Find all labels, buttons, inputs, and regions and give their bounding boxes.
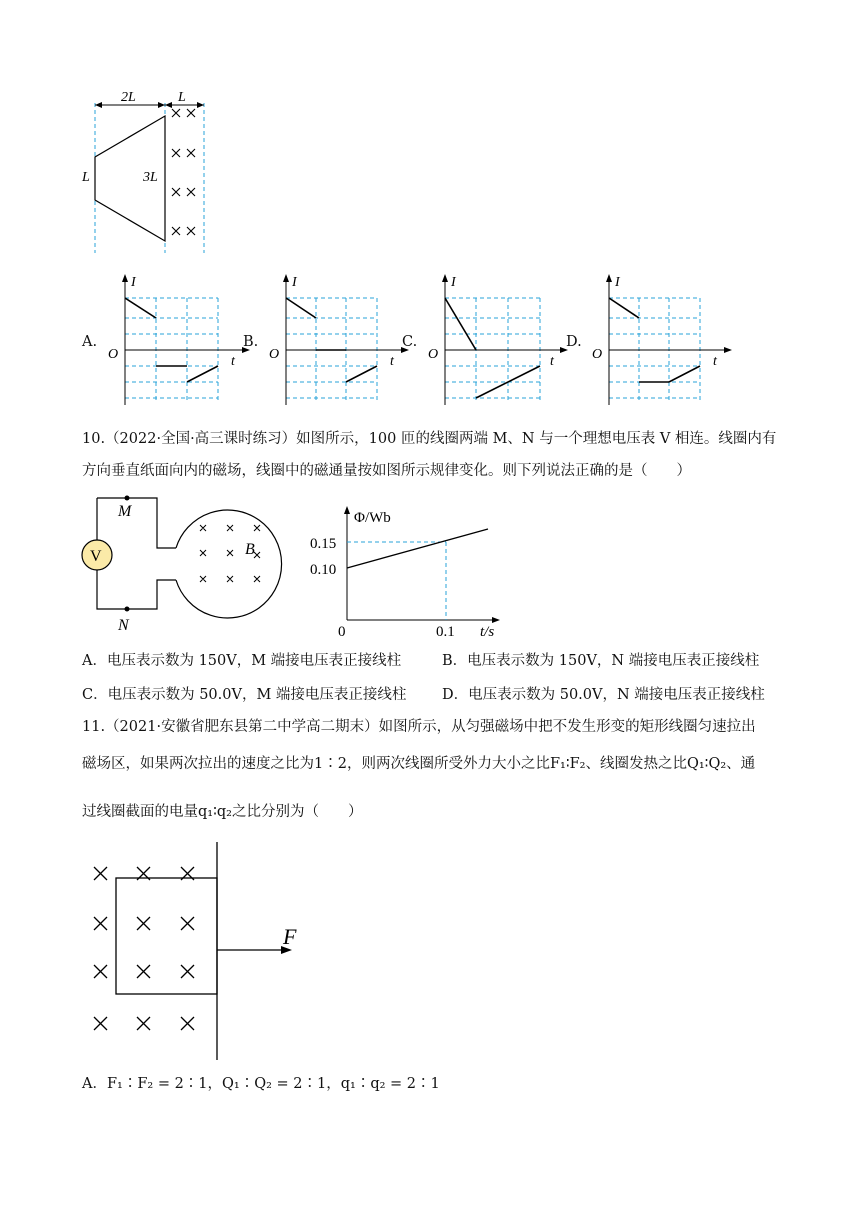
tick-010: 0.10 <box>310 562 337 578</box>
q11-stem-line3: 过线圈截面的电量q₁∶q₂之比分别为（ ） <box>82 804 363 820</box>
option-c-graph <box>425 268 575 408</box>
field-b-label: B <box>245 541 255 558</box>
option-a-letter: A. <box>82 334 98 350</box>
option-c-letter: C. <box>402 334 418 350</box>
coil-voltmeter-circuit <box>80 492 300 640</box>
option-d-letter: D. <box>566 334 582 350</box>
voltmeter-label: V <box>90 548 102 565</box>
svg-text:t: t <box>231 354 235 369</box>
q11-stem-line1: 11.（2021·安徽省肥东县第二中学高二期末）如图所示，从匀强磁场中把不发生形变的矩形线圈匀速拉出 <box>82 719 756 735</box>
q10-stem-line1: 10.（2022·全国·高三课时练习）如图所示，100 匝的线圈两端 M、N 与一个理想电压表 V 相连。线圈内有 <box>82 431 777 447</box>
trapezoid-field-figure <box>75 85 215 257</box>
origin-0: 0 <box>338 624 346 640</box>
terminal-n: N <box>118 617 129 634</box>
svg-text:t: t <box>550 354 554 369</box>
svg-text:O: O <box>428 347 439 362</box>
flux-time-graph <box>310 500 510 640</box>
option-b-letter: B. <box>243 334 259 350</box>
svg-text:I: I <box>292 275 297 290</box>
q10-stem-line2: 方向垂直纸面向内的磁场，线圈中的磁通量按如图所示规律变化。则下列说法正确的是（ ） <box>82 463 691 479</box>
rectangular-coil-figure <box>85 840 325 1065</box>
q11-stem-line2: 磁场区，如果两次拉出的速度之比为1∶2，则两次线圈所受外力大小之比F₁∶F₂、线圈发热之比Q₁∶Q₂、通 <box>82 756 756 772</box>
svg-text:O: O <box>108 347 119 362</box>
svg-text:O: O <box>592 347 603 362</box>
q10-option-b[interactable]: B．电压表示数为 150V，N 端接电压表正接线柱 <box>442 653 760 669</box>
svg-text:O: O <box>269 347 280 362</box>
dim-l: L <box>178 90 186 105</box>
force-label: F <box>283 924 297 949</box>
option-d-graph <box>589 268 739 408</box>
flux-axis-label: Φ/Wb <box>354 510 391 526</box>
svg-text:t: t <box>390 354 394 369</box>
option-b-graph <box>266 268 416 408</box>
tick-015: 0.15 <box>310 536 337 552</box>
svg-text:t: t <box>713 354 717 369</box>
svg-text:I: I <box>451 275 456 290</box>
label-l: L <box>82 170 90 185</box>
q11-option-a[interactable]: A．F₁∶F₂ = 2∶1，Q₁∶Q₂ = 2∶1，q₁∶q₂ = 2∶1 <box>82 1076 440 1092</box>
svg-text:I: I <box>131 275 136 290</box>
svg-text:I: I <box>615 275 620 290</box>
q10-option-d[interactable]: D．电压表示数为 50.0V，N 端接电压表正接线柱 <box>442 687 765 703</box>
label-3l: 3L <box>143 170 158 185</box>
q10-option-a[interactable]: A．电压表示数为 150V，M 端接电压表正接线柱 <box>82 653 402 669</box>
time-axis-label: t/s <box>480 624 495 640</box>
option-a-graph <box>105 268 255 408</box>
q10-option-c[interactable]: C．电压表示数为 50.0V，M 端接电压表正接线柱 <box>82 687 407 703</box>
tick-01: 0.1 <box>436 624 455 640</box>
dim-2l: 2L <box>121 90 136 105</box>
terminal-m: M <box>118 503 132 520</box>
